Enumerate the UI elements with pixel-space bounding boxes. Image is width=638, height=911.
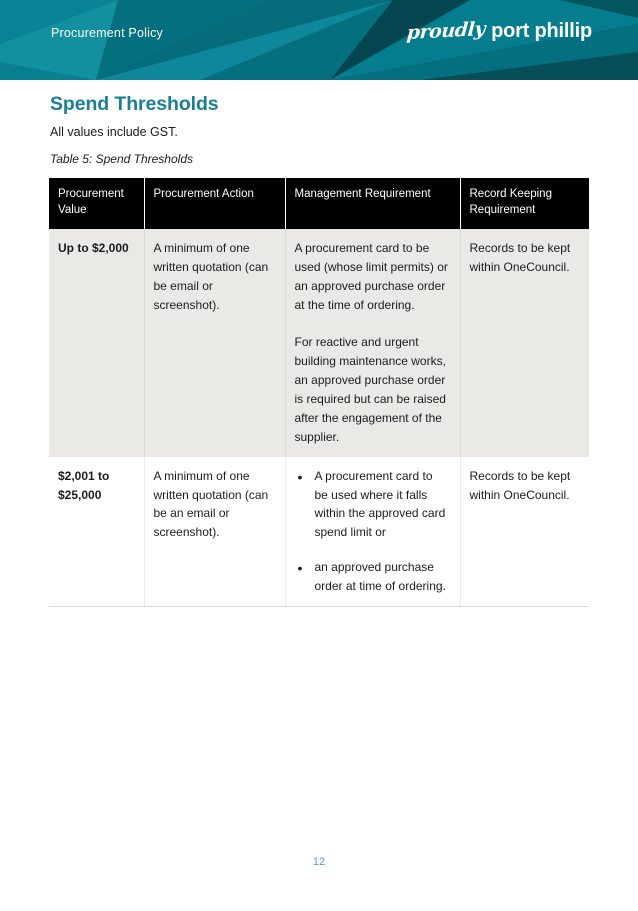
spend-thresholds-table (49, 178, 589, 607)
table-row (49, 229, 589, 457)
brand-logo-bold-text: port phillip (491, 20, 592, 42)
column-header-management-requirement: Management Requirement (285, 178, 460, 229)
table-header-row (49, 178, 589, 229)
cell-procurement-value: Up to $2,000 (49, 229, 144, 457)
column-header-record-keeping-requirement: Record Keeping Requirement (460, 178, 589, 229)
cell-record-keeping-requirement: Records to be kept within OneCouncil. (460, 229, 589, 457)
table-caption: Table 5: Spend Thresholds (50, 152, 193, 166)
header-document-title: Procurement Policy (51, 26, 163, 40)
brand-logo (406, 17, 592, 45)
list-item: • A procurement card to be used where it falls within the approved card spend limit or (295, 467, 449, 543)
table-row (49, 457, 589, 607)
list-item: • an approved purchase order at time of ordering. (295, 558, 449, 596)
cell-management-requirement (285, 229, 460, 457)
page-title: Spend Thresholds (50, 93, 219, 115)
document-header-banner (0, 0, 638, 80)
cell-record-keeping-requirement: Records to be kept within OneCouncil. (460, 457, 589, 607)
cell-procurement-value: $2,001 to $25,000 (49, 457, 144, 607)
cell-procurement-action: A minimum of one written quotation (can be an email or screenshot). (144, 457, 285, 607)
table-header (49, 178, 589, 229)
page-number: 12 (312, 856, 326, 868)
management-paragraph: For reactive and urgent building maintenance works, an approved purchase order is required but can be raised after the engagement of the supplier. (294, 334, 446, 444)
cell-procurement-action: A minimum of one written quotation (can be email or screenshot). (144, 229, 285, 457)
lead-paragraph: All values include GST. (50, 125, 178, 139)
brand-logo-script-text: proudly (406, 17, 487, 45)
table-body (49, 229, 589, 607)
cell-management-requirement (285, 457, 460, 607)
management-paragraph: A procurement card to be used (whose limit permits) or an approved purchase order at the time of ordering. (294, 241, 448, 312)
column-header-procurement-value: Procurement Value (49, 178, 144, 229)
column-header-procurement-action: Procurement Action (144, 178, 285, 229)
management-bullet-list (295, 467, 449, 597)
